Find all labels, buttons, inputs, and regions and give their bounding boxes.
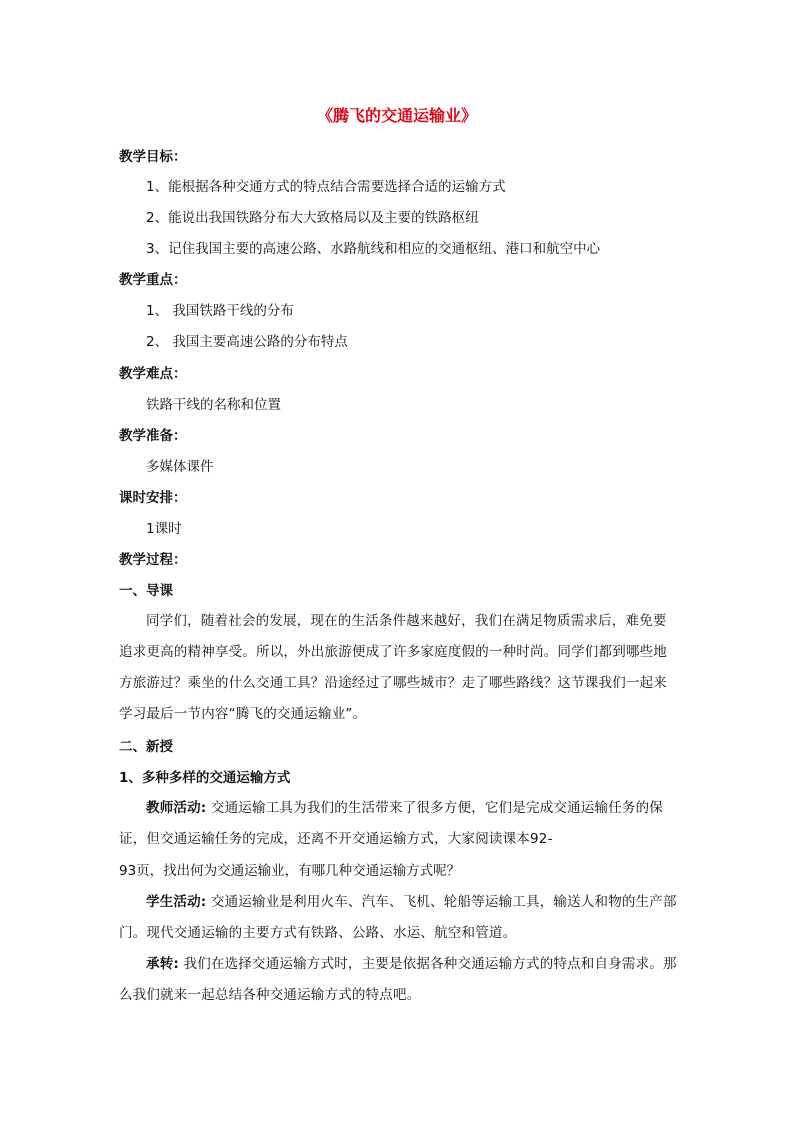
key-point-item-1: 1、 我国铁路干线的分布 [146, 303, 294, 319]
transition-paragraph [119, 949, 679, 1011]
transition-text: 我们在选择交通运输方式时，主要是依据各种交通运输方式的特点和自身需求。那么我们就来一起总结各种交通运输方式的特点吧。 [119, 956, 677, 1003]
goal-item-1: 1、能根据各种交通方式的特点结合需要选择合适的运输方式 [146, 179, 506, 195]
key-points-heading: 教学重点： [119, 272, 187, 288]
teacher-activity-continuation: 93页，找出何为交通运输业，有哪几种交通运输方式呢？ [119, 863, 461, 879]
teacher-activity-paragraph [119, 793, 679, 855]
process-heading: 教学过程： [119, 552, 187, 568]
student-activity-text: 交通运输业是利用火车、汽车、飞机、轮船等运输工具，输送人和物的生产部门。现代交通运输的主要方式有铁路、公路、水运、航空和管道。 [119, 894, 677, 941]
intro-heading: 一、导课 [119, 583, 173, 599]
difficulties-text: 铁路干线的名称和位置 [146, 397, 281, 413]
preparation-heading: 教学准备： [119, 428, 187, 444]
section-1-heading: 1、多种多样的交通运输方式 [119, 770, 291, 786]
teacher-activity-label: 教师活动: [146, 800, 207, 816]
goals-heading: 教学目标： [119, 149, 187, 165]
goal-item-2: 2、能说出我国铁路分布大大致格局以及主要的铁路枢纽 [146, 210, 479, 226]
new-lesson-heading: 二、新授 [119, 739, 173, 755]
teacher-activity-text: 交通运输工具为我们的生活带来了很多方便，它们是完成交通运输任务的保证，但交通运输任务的完成，还离不开交通运输方式，大家阅读课本92- [119, 800, 663, 847]
transition-label: 承转: [146, 956, 179, 972]
preparation-text: 多媒体课件 [146, 459, 214, 475]
goal-item-3: 3、记住我国主要的高速公路、水路航线和相应的交通枢纽、港口和航空中心 [146, 241, 601, 257]
difficulties-heading: 教学难点： [119, 366, 187, 382]
intro-paragraph: 同学们，随着社会的发展，现在的生活条件越来越好，我们在满足物质需求后，难免要追求更高的精神享受。所以，外出旅游便成了许多家庭度假的一种时尚。同学们都到哪些地方旅游过？乘坐的什么交通工具？沿途经过了哪些城市？走了哪些路线？这节课我们一起来学习最后一节内容“腾飞的交通运输业”。 [119, 613, 667, 722]
student-activity-paragraph [119, 887, 679, 949]
schedule-heading: 课时安排： [119, 490, 187, 506]
schedule-text: 1课时 [146, 521, 182, 537]
key-point-item-2: 2、 我国主要高速公路的分布特点 [146, 334, 348, 350]
document-title: 《腾飞的交通运输业》 [316, 106, 477, 125]
student-activity-label: 学生活动: [146, 894, 207, 910]
